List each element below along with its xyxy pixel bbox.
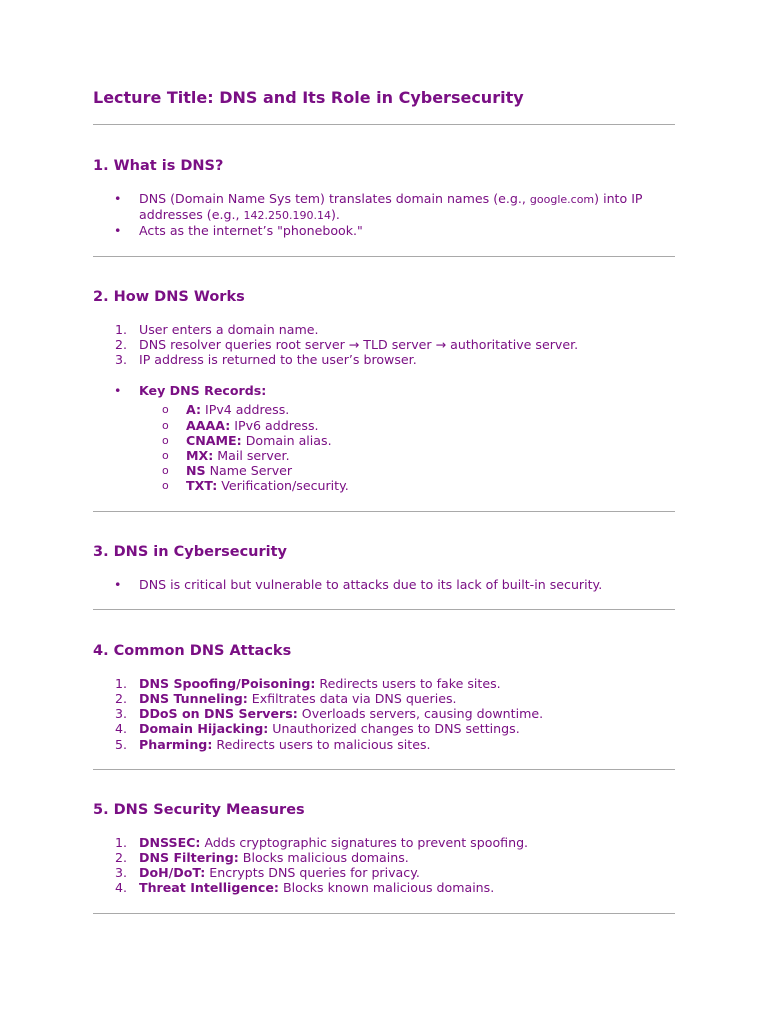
sub-bullet-icon: o — [162, 449, 169, 463]
list-item: • DNS (Domain Name Sys tem) translates domain names (e.g., google.com) into IP addresses (e.g., 142.250.190.14). — [114, 191, 643, 223]
record-item: o A: IPv4 address. — [162, 402, 290, 418]
sub-bullet-icon: o — [162, 464, 169, 478]
list-item: 3. DoH/DoT: Encrypts DNS queries for privacy. — [115, 865, 420, 881]
what-is-dns-list — [93, 191, 675, 239]
list-item: 2. DNS Tunneling: Exfiltrates data via DNS queries. — [115, 691, 457, 707]
divider — [93, 511, 675, 512]
list-item: 5. Pharming: Redirects users to malicious sites. — [115, 736, 431, 752]
record-item: o NS Name Server — [162, 463, 293, 479]
divider — [93, 609, 675, 610]
dns-cybersecurity-list — [93, 577, 675, 592]
key-records-list — [93, 383, 675, 493]
dns-attacks-list — [93, 676, 675, 752]
section-heading-common-dns-attacks: 4. Common DNS Attacks — [93, 642, 292, 659]
how-dns-works-steps — [93, 322, 675, 368]
record-item: o CNAME: Domain alias. — [162, 432, 332, 448]
section-heading-dns-in-cybersecurity: 3. DNS in Cybersecurity — [93, 543, 287, 560]
list-item: 3. IP address is returned to the user’s browser. — [115, 352, 417, 368]
list-item: 1. DNS Spoofing/Poisoning: Redirects users to fake sites. — [115, 675, 501, 691]
list-item: 2. DNS resolver queries root server → TLD server → authoritative server. — [115, 336, 579, 352]
bullet-icon: • — [114, 191, 122, 206]
section-heading-how-dns-works: 2. How DNS Works — [93, 288, 245, 305]
document-page — [93, 88, 675, 914]
records-sublist — [93, 402, 675, 493]
divider — [93, 256, 675, 257]
list-item: 3. DDoS on DNS Servers: Overloads servers, causing downtime. — [115, 706, 544, 722]
dns-security-measures-list — [93, 835, 675, 896]
list-item: 4. Domain Hijacking: Unauthorized changes to DNS settings. — [115, 721, 520, 737]
bullet-icon: • — [114, 383, 122, 399]
record-item: o MX: Mail server. — [162, 448, 290, 464]
bullet-icon: • — [114, 223, 122, 239]
section-heading-dns-security-measures: 5. DNS Security Measures — [93, 801, 305, 818]
divider — [93, 769, 675, 770]
sub-bullet-icon: o — [162, 418, 169, 432]
record-item: o AAAA: IPv6 address. — [162, 417, 319, 433]
bullet-icon: • — [114, 576, 122, 592]
sub-bullet-icon: o — [162, 479, 169, 493]
record-item: o TXT: Verification/security. — [162, 478, 349, 494]
key-records-label: Key DNS Records: — [139, 383, 267, 399]
sub-bullet-icon: o — [162, 433, 169, 447]
section-heading-what-is-dns: 1. What is DNS? — [93, 158, 224, 174]
divider — [93, 913, 675, 914]
sub-bullet-icon: o — [162, 403, 169, 417]
lecture-title: Lecture Title: DNS and Its Role in Cybersecurity — [93, 88, 524, 107]
list-item: 1. DNSSEC: Adds cryptographic signatures to prevent spoofing. — [115, 834, 529, 850]
list-item: • Acts as the internet’s "phonebook." — [114, 223, 363, 239]
list-item: 4. Threat Intelligence: Blocks known malicious domains. — [115, 880, 495, 896]
list-item: 1. User enters a domain name. — [115, 321, 319, 337]
divider — [93, 124, 675, 125]
list-item: • DNS is critical but vulnerable to attacks due to its lack of built-in security. — [114, 576, 603, 592]
list-item: 2. DNS Filtering: Blocks malicious domains. — [115, 850, 409, 866]
list-item — [93, 383, 675, 493]
inline-code: 142.250.190.14 — [243, 209, 331, 223]
inline-code: google.com — [529, 193, 595, 206]
